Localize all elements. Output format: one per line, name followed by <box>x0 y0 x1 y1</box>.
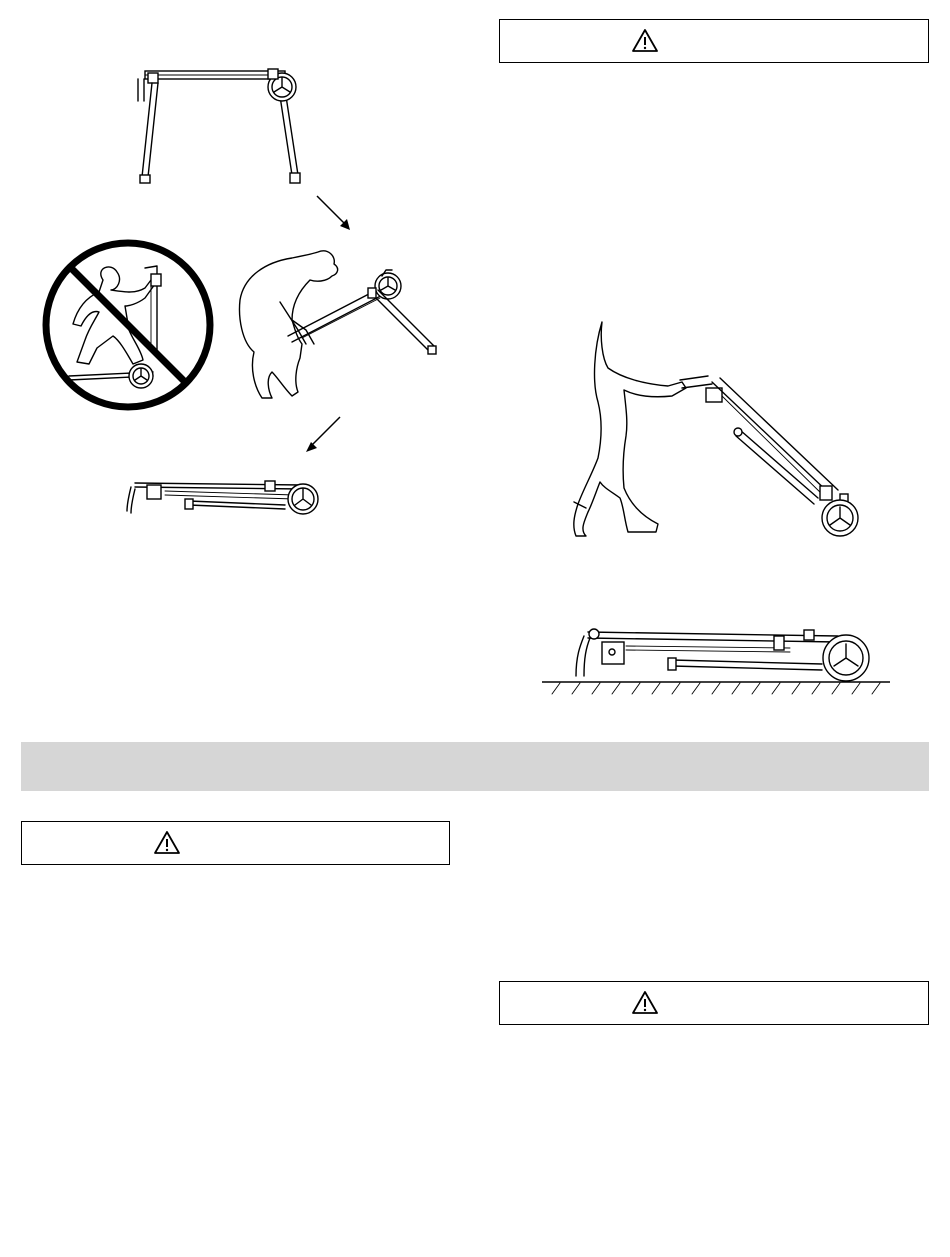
person-rolling-illustration <box>574 322 858 536</box>
figure-stand-folded-on-floor <box>540 622 895 697</box>
figure-person-rolling-stand <box>572 318 872 543</box>
warning-triangle-icon <box>153 830 181 856</box>
saw-stand-open-illustration <box>138 69 300 183</box>
warning-triangle-icon <box>631 990 659 1016</box>
person-folding-illustration <box>240 251 436 398</box>
arrow-down-right-icon <box>315 194 355 234</box>
section-header-band <box>21 742 929 791</box>
warning-triangle-icon <box>631 28 659 54</box>
warning-box-bottom-right <box>499 981 929 1025</box>
warning-box-left <box>21 821 450 865</box>
figure-person-folding-stand <box>232 248 447 408</box>
saw-stand-folded-illustration <box>127 481 318 514</box>
arrow-down-left-icon <box>304 415 344 455</box>
figure-stand-folded <box>125 475 325 520</box>
warning-box-top-right <box>499 19 929 63</box>
figure-incorrect-folding <box>33 240 223 410</box>
figure-stand-upright <box>130 65 310 190</box>
saw-stand-on-floor-illustration <box>542 629 890 694</box>
prohibited-sign-icon <box>46 243 210 407</box>
